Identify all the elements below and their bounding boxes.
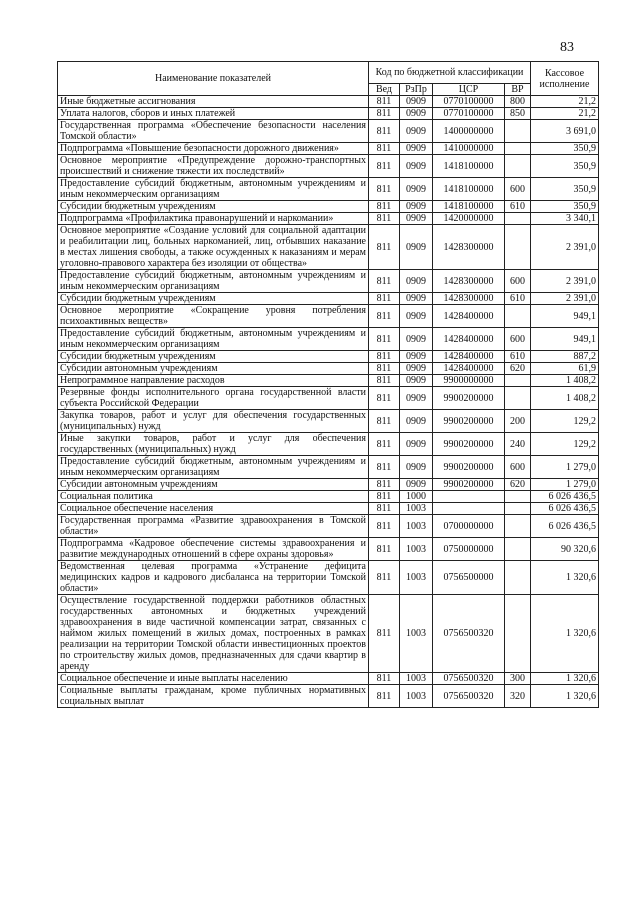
table-row [58,305,599,328]
cell-ved: 811 [369,143,400,155]
table-row [58,456,599,479]
cell-rzpr: 0909 [400,155,433,178]
cell-rzpr: 0909 [400,120,433,143]
cell-amount: 350,9 [531,178,599,201]
cell-ved: 811 [369,305,400,328]
cell-csr: 0756500000 [433,561,505,595]
cell-amount: 1 320,6 [531,673,599,685]
page-number: 83 [560,40,574,55]
cell-ved: 811 [369,491,400,503]
cell-name: Резервные фонды исполнительного органа государственной власти субъекта Российской Федерации [58,387,369,410]
table-row [58,538,599,561]
cell-csr: 9900200000 [433,433,505,456]
cell-vr: 300 [505,673,531,685]
table-row [58,108,599,120]
table-row [58,351,599,363]
cell-name: Субсидии бюджетным учреждениям [58,201,369,213]
cell-vr [505,515,531,538]
cell-name: Субсидии автономным учреждениям [58,363,369,375]
table-row [58,178,599,201]
cell-rzpr: 0909 [400,201,433,213]
cell-vr [505,375,531,387]
cell-amount: 1 408,2 [531,387,599,410]
cell-vr [505,213,531,225]
cell-csr: 1428400000 [433,363,505,375]
cell-amount: 3 340,1 [531,213,599,225]
cell-vr [505,305,531,328]
cell-name: Уплата налогов, сборов и иных платежей [58,108,369,120]
cell-rzpr: 0909 [400,387,433,410]
cell-vr: 620 [505,479,531,491]
cell-vr: 320 [505,685,531,708]
cell-name: Государственная программа «Развитие здравоохранения в Томской области» [58,515,369,538]
cell-amount: 949,1 [531,328,599,351]
table-row [58,96,599,108]
cell-csr [433,503,505,515]
cell-rzpr: 0909 [400,479,433,491]
cell-amount: 6 026 436,5 [531,503,599,515]
cell-name: Подпрограмма «Кадровое обеспечение системы здравоохранения и развитие международных отношений в сфере охраны здоровья» [58,538,369,561]
table-row [58,363,599,375]
cell-csr: 0770100000 [433,96,505,108]
header-ved: Вед [369,84,400,96]
cell-rzpr: 0909 [400,225,433,270]
cell-ved: 811 [369,201,400,213]
cell-amount: 129,2 [531,410,599,433]
cell-name: Основное мероприятие «Предупреждение дорожно-транспортных происшествий и снижение тяжести их последствий» [58,155,369,178]
cell-ved: 811 [369,178,400,201]
cell-rzpr: 0909 [400,270,433,293]
table-row [58,293,599,305]
table-row [58,561,599,595]
cell-amount: 2 391,0 [531,293,599,305]
table-row [58,515,599,538]
cell-rzpr: 0909 [400,213,433,225]
cell-name: Государственная программа «Обеспечение безопасности населения Томской области» [58,120,369,143]
cell-ved: 811 [369,363,400,375]
cell-csr: 9900200000 [433,456,505,479]
table-row [58,201,599,213]
cell-amount: 6 026 436,5 [531,491,599,503]
table-row [58,143,599,155]
header-vr: ВР [505,84,531,96]
table-row [58,155,599,178]
cell-ved: 811 [369,293,400,305]
cell-ved: 811 [369,561,400,595]
cell-csr: 0700000000 [433,515,505,538]
table-row [58,491,599,503]
cell-ved: 811 [369,433,400,456]
cell-name: Иные бюджетные ассигнования [58,96,369,108]
cell-amount: 1 320,6 [531,595,599,673]
cell-name: Осуществление государственной поддержки работников областных государственных автономных и бюджетных учреждений здравоохранения в виде частичной компенсации затрат, связанных с наймом жилых помещений в жилых домах, построенных в рамках реализации на территории Томской области инвестиционных проектов по строительству жилых домов, предназначенных для сдачи квартир в аренду [58,595,369,673]
cell-name: Подпрограмма «Повышение безопасности дорожного движения» [58,143,369,155]
cell-ved: 811 [369,108,400,120]
cell-ved: 811 [369,673,400,685]
cell-vr: 610 [505,351,531,363]
cell-ved: 811 [369,515,400,538]
cell-vr [505,491,531,503]
cell-vr [505,225,531,270]
cell-csr: 1428400000 [433,351,505,363]
cell-amount: 949,1 [531,305,599,328]
cell-name: Закупка товаров, работ и услуг для обеспечения государственных (муниципальных) нужд [58,410,369,433]
cell-ved: 811 [369,120,400,143]
cell-ved: 811 [369,351,400,363]
header-amount: Кассовое исполнение [531,62,599,96]
cell-csr: 1400000000 [433,120,505,143]
cell-name: Подпрограмма «Профилактика правонарушений и наркомании» [58,213,369,225]
header-name: Наименование показателей [58,62,369,96]
cell-ved: 811 [369,387,400,410]
cell-amount: 1 279,0 [531,456,599,479]
cell-vr [505,503,531,515]
table-row [58,685,599,708]
table-row [58,387,599,410]
cell-name: Социальное обеспечение и иные выплаты населению [58,673,369,685]
cell-rzpr: 0909 [400,178,433,201]
cell-name: Непрограммное направление расходов [58,375,369,387]
cell-rzpr: 1003 [400,503,433,515]
cell-vr: 200 [505,410,531,433]
budget-table [57,61,599,708]
cell-csr: 1418100000 [433,155,505,178]
cell-amount: 350,9 [531,201,599,213]
cell-ved: 811 [369,685,400,708]
cell-rzpr: 0909 [400,456,433,479]
cell-amount: 1 279,0 [531,479,599,491]
cell-ved: 811 [369,213,400,225]
cell-csr: 1420000000 [433,213,505,225]
table-row [58,225,599,270]
table-row [58,595,599,673]
cell-ved: 811 [369,155,400,178]
table-body [58,96,599,708]
cell-vr: 610 [505,201,531,213]
cell-name: Субсидии автономным учреждениям [58,479,369,491]
cell-name: Субсидии бюджетным учреждениям [58,351,369,363]
cell-vr: 610 [505,293,531,305]
cell-name: Социальные выплаты гражданам, кроме публичных нормативных социальных выплат [58,685,369,708]
cell-ved: 811 [369,270,400,293]
cell-rzpr: 0909 [400,410,433,433]
cell-csr: 1428400000 [433,328,505,351]
cell-rzpr: 0909 [400,143,433,155]
cell-csr: 9900200000 [433,479,505,491]
cell-amount: 350,9 [531,155,599,178]
cell-ved: 811 [369,538,400,561]
table-row [58,213,599,225]
cell-ved: 811 [369,456,400,479]
cell-rzpr: 0909 [400,375,433,387]
cell-vr: 240 [505,433,531,456]
cell-vr [505,387,531,410]
table-row [58,410,599,433]
cell-csr: 1428300000 [433,225,505,270]
cell-vr [505,595,531,673]
cell-amount: 61,9 [531,363,599,375]
cell-csr: 9900200000 [433,410,505,433]
header-csr: ЦСР [433,84,505,96]
cell-name: Ведомственная целевая программа «Устранение дефицита медицинских кадров и кадрового дисбаланса на территории Томской области» [58,561,369,595]
cell-name: Социальное обеспечение населения [58,503,369,515]
cell-vr: 600 [505,328,531,351]
cell-vr [505,155,531,178]
header-code-group: Код по бюджетной классификации [369,62,531,84]
cell-csr: 9900200000 [433,387,505,410]
cell-vr: 850 [505,108,531,120]
cell-ved: 811 [369,503,400,515]
cell-csr [433,491,505,503]
cell-rzpr: 1000 [400,491,433,503]
cell-vr [505,561,531,595]
cell-amount: 90 320,6 [531,538,599,561]
cell-rzpr: 0909 [400,363,433,375]
cell-amount: 1 320,6 [531,561,599,595]
cell-rzpr: 1003 [400,561,433,595]
cell-csr: 0756500320 [433,685,505,708]
cell-name: Предоставление субсидий бюджетным, автономным учреждениям и иным некоммерческим организациям [58,178,369,201]
cell-amount: 21,2 [531,96,599,108]
cell-name: Социальная политика [58,491,369,503]
cell-amount: 887,2 [531,351,599,363]
cell-csr: 0750000000 [433,538,505,561]
cell-vr [505,143,531,155]
cell-csr: 0770100000 [433,108,505,120]
cell-rzpr: 0909 [400,293,433,305]
cell-amount: 350,9 [531,143,599,155]
table-row [58,673,599,685]
cell-rzpr: 0909 [400,351,433,363]
cell-ved: 811 [369,595,400,673]
cell-csr: 1428300000 [433,293,505,305]
table-row [58,328,599,351]
cell-csr: 1410000000 [433,143,505,155]
cell-vr: 620 [505,363,531,375]
table-row [58,120,599,143]
cell-name: Иные закупки товаров, работ и услуг для обеспечения государственных (муниципальных) нужд [58,433,369,456]
cell-amount: 2 391,0 [531,270,599,293]
header-rzpr: РзПр [400,84,433,96]
cell-amount: 129,2 [531,433,599,456]
cell-ved: 811 [369,96,400,108]
cell-rzpr: 0909 [400,433,433,456]
table-row [58,375,599,387]
table-row [58,270,599,293]
cell-ved: 811 [369,410,400,433]
cell-vr [505,538,531,561]
cell-ved: 811 [369,375,400,387]
cell-vr: 800 [505,96,531,108]
cell-rzpr: 1003 [400,515,433,538]
cell-name: Субсидии бюджетным учреждениям [58,293,369,305]
table-row [58,433,599,456]
cell-csr: 9900000000 [433,375,505,387]
cell-name: Предоставление субсидий бюджетным, автономным учреждениям и иным некоммерческим организациям [58,270,369,293]
cell-vr: 600 [505,456,531,479]
cell-vr: 600 [505,270,531,293]
cell-vr: 600 [505,178,531,201]
cell-csr: 1418100000 [433,178,505,201]
cell-rzpr: 1003 [400,685,433,708]
cell-amount: 1 408,2 [531,375,599,387]
cell-csr: 1428400000 [433,305,505,328]
cell-name: Основное мероприятие «Сокращение уровня потребления психоактивных веществ» [58,305,369,328]
cell-amount: 2 391,0 [531,225,599,270]
cell-name: Предоставление субсидий бюджетным, автономным учреждениям и иным некоммерческим организациям [58,456,369,479]
cell-csr: 0756500320 [433,595,505,673]
table-row [58,503,599,515]
cell-name: Основное мероприятие «Создание условий для социальной адаптации и реабилитации лиц, больных наркоманией, лиц, отбывших наказание в местах лишения свободы, а также осужденных к наказаниям и мерам уголовно-правового характера без изоляции от общества» [58,225,369,270]
cell-rzpr: 0909 [400,108,433,120]
cell-ved: 811 [369,225,400,270]
cell-rzpr: 1003 [400,538,433,561]
cell-ved: 811 [369,328,400,351]
cell-ved: 811 [369,479,400,491]
cell-rzpr: 1003 [400,595,433,673]
cell-csr: 1418100000 [433,201,505,213]
cell-csr: 1428300000 [433,270,505,293]
cell-amount: 21,2 [531,108,599,120]
cell-amount: 1 320,6 [531,685,599,708]
cell-vr [505,120,531,143]
cell-rzpr: 0909 [400,96,433,108]
cell-name: Предоставление субсидий бюджетным, автономным учреждениям и иным некоммерческим организациям [58,328,369,351]
cell-rzpr: 0909 [400,328,433,351]
cell-csr: 0756500320 [433,673,505,685]
cell-amount: 3 691,0 [531,120,599,143]
cell-amount: 6 026 436,5 [531,515,599,538]
cell-rzpr: 0909 [400,305,433,328]
cell-rzpr: 1003 [400,673,433,685]
table-row [58,479,599,491]
